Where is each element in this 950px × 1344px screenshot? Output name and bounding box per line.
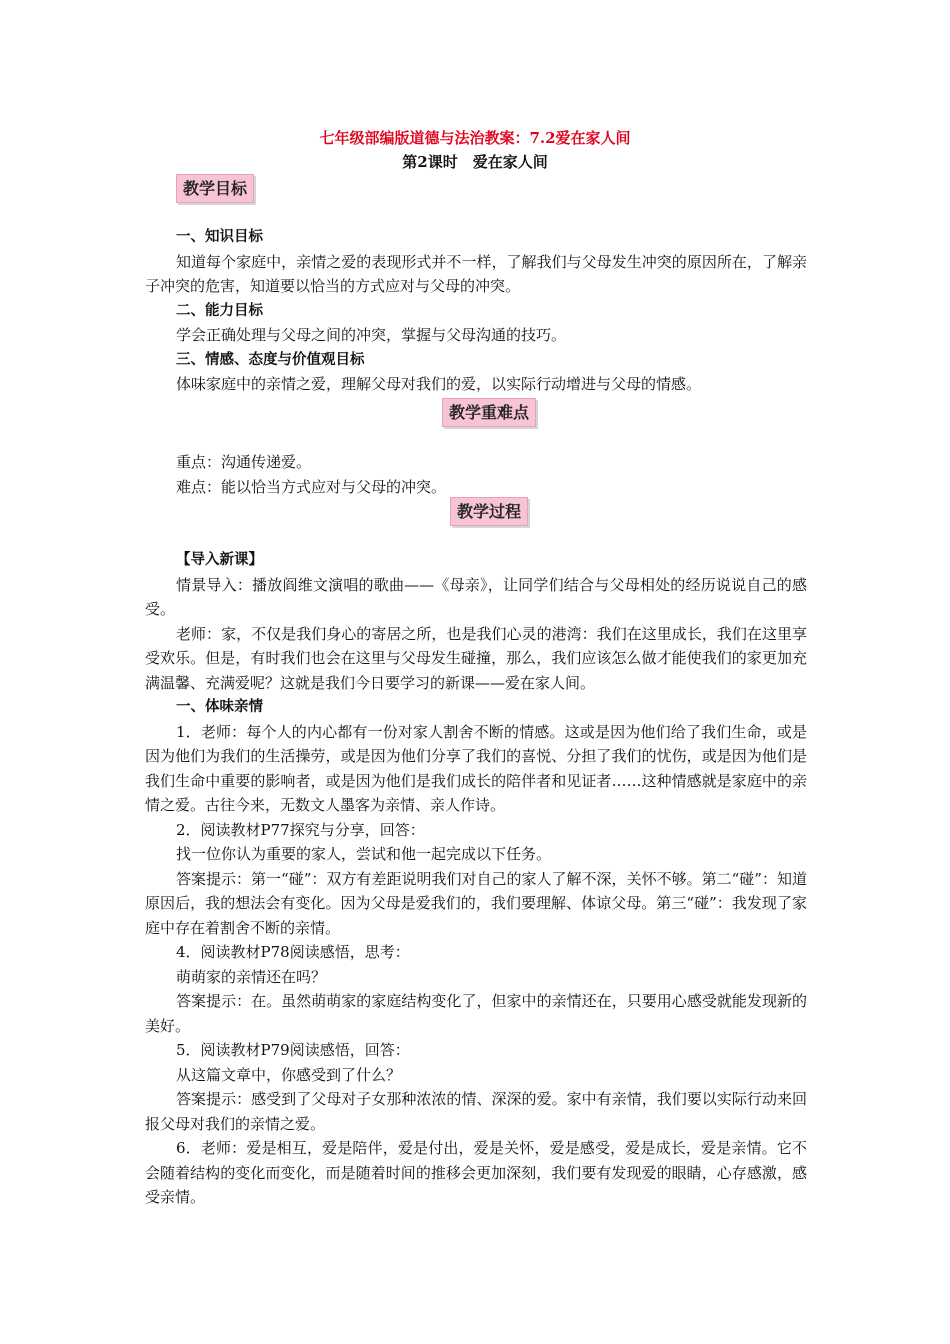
emotion-goal-text: 体味家庭中的亲情之爱，理解父母对我们的爱，以实际行动增进与父母的情感。 [176, 375, 702, 393]
item-2-answer: 答案提示：第一“碰”：双方有差距说明我们对自己的家人了解不深，关怀不够。第二“碰”：知道原因后，我的想法会有变化。因为父母是爱我们的，我们要理解、体谅父母。第三“碰”：我发现了家庭中存在着割舍不断的亲情。 [145, 869, 807, 937]
emotion-goal-heading: 三、情感、态度与价值观目标 [176, 350, 365, 368]
document-title: 七年级部编版道德与法治教案：7.2爱在家人间 [319, 129, 631, 147]
item-6: 6．老师：爱是相互，爱是陪伴，爱是付出，爱是关怀，爱是感受，爱是成长，爱是亲情。它不会随着结构的变化而变化，而是随着时间的推移会更加深刻，我们要有发现爱的眼睛，心存感激，感受亲情。 [145, 1139, 807, 1206]
badge-key-points: 教学重难点 [442, 398, 536, 427]
section1-heading: 一、体味亲情 [176, 698, 263, 715]
item-5-question: 从这篇文章中，你感受到了什么？ [176, 1065, 402, 1084]
item-4-question: 萌萌家的亲情还在吗？ [176, 967, 327, 986]
key-points-section [145, 450, 807, 499]
badge-teaching-process: 教学过程 [450, 497, 528, 526]
item-5-answer: 答案提示：感受到了父母对子女那种浓浓的情、深深的爱。家中有亲情，我们要以实际行动来回报父母对我们的亲情之爱。 [145, 1090, 807, 1133]
badge-teaching-goals: 教学目标 [176, 174, 254, 203]
item-2: 2．阅读教材P77探究与分享，回答： [176, 820, 425, 839]
item-4: 4．阅读教材P78阅读感悟，思考： [176, 943, 410, 961]
intro-text: 情景导入：播放阎维文演唱的歌曲——《母亲》，让同学们结合与父母相处的经历说说自己的感受。 [145, 575, 807, 618]
teacher-text: 老师：家，不仅是我们身心的寄居之所，也是我们心灵的港湾：我们在这里成长，我们在这里享受欢乐。但是，有时我们也会在这里与父母发生碰撞，那么，我们应该怎么做才能使我们的家更加充满温馨、充满爱呢？这就是我们今日要学习的新课——爱在家人间。 [145, 624, 807, 692]
key-point-difficulty: 难点：能以恰当方式应对与父母的冲突。 [176, 477, 447, 496]
ability-goal-heading: 二、能力目标 [176, 301, 263, 319]
knowledge-goal-text: 知道每个家庭中，亲情之爱的表现形式并不一样，了解我们与父母发生冲突的原因所在，了解亲子冲突的危害，知道要以恰当的方式应对与父母的冲突。 [145, 252, 807, 295]
intro-heading: 【导入新课】 [176, 551, 263, 568]
item-1: 1．老师：每个人的内心都有一份对家人割舍不断的情感。这或是因为他们给了我们生命，或是因为他们为我们的生活操劳，或是因为他们分享了我们的喜悦、分担了我们的忧伤，或是因为他们是我们生命中重要的影响者，或是因为他们是我们成长的陪伴者和见证者……这种情感就是家庭中的亲情之爱。古往今来，无数文人墨客为亲情、亲人作诗。 [145, 722, 807, 814]
process-section [145, 548, 807, 1210]
item-4-answer: 答案提示：在。虽然萌萌家的家庭结构变化了，但家中的亲情还在，只要用心感受就能发现新的美好。 [145, 992, 807, 1035]
key-point-focus: 重点：沟通传递爱。 [176, 453, 312, 471]
ability-goal-text: 学会正确处理与父母之间的冲突，掌握与父母沟通的技巧。 [176, 326, 567, 344]
knowledge-goal-heading: 一、知识目标 [176, 228, 263, 245]
goals-section [145, 225, 807, 397]
item-2-task: 找一位你认为重要的家人，尝试和他一起完成以下任务。 [176, 845, 552, 863]
lesson-subtitle: 第2课时 爱在家人间 [402, 153, 548, 171]
item-5: 5．阅读教材P79阅读感悟，回答： [176, 1041, 410, 1059]
